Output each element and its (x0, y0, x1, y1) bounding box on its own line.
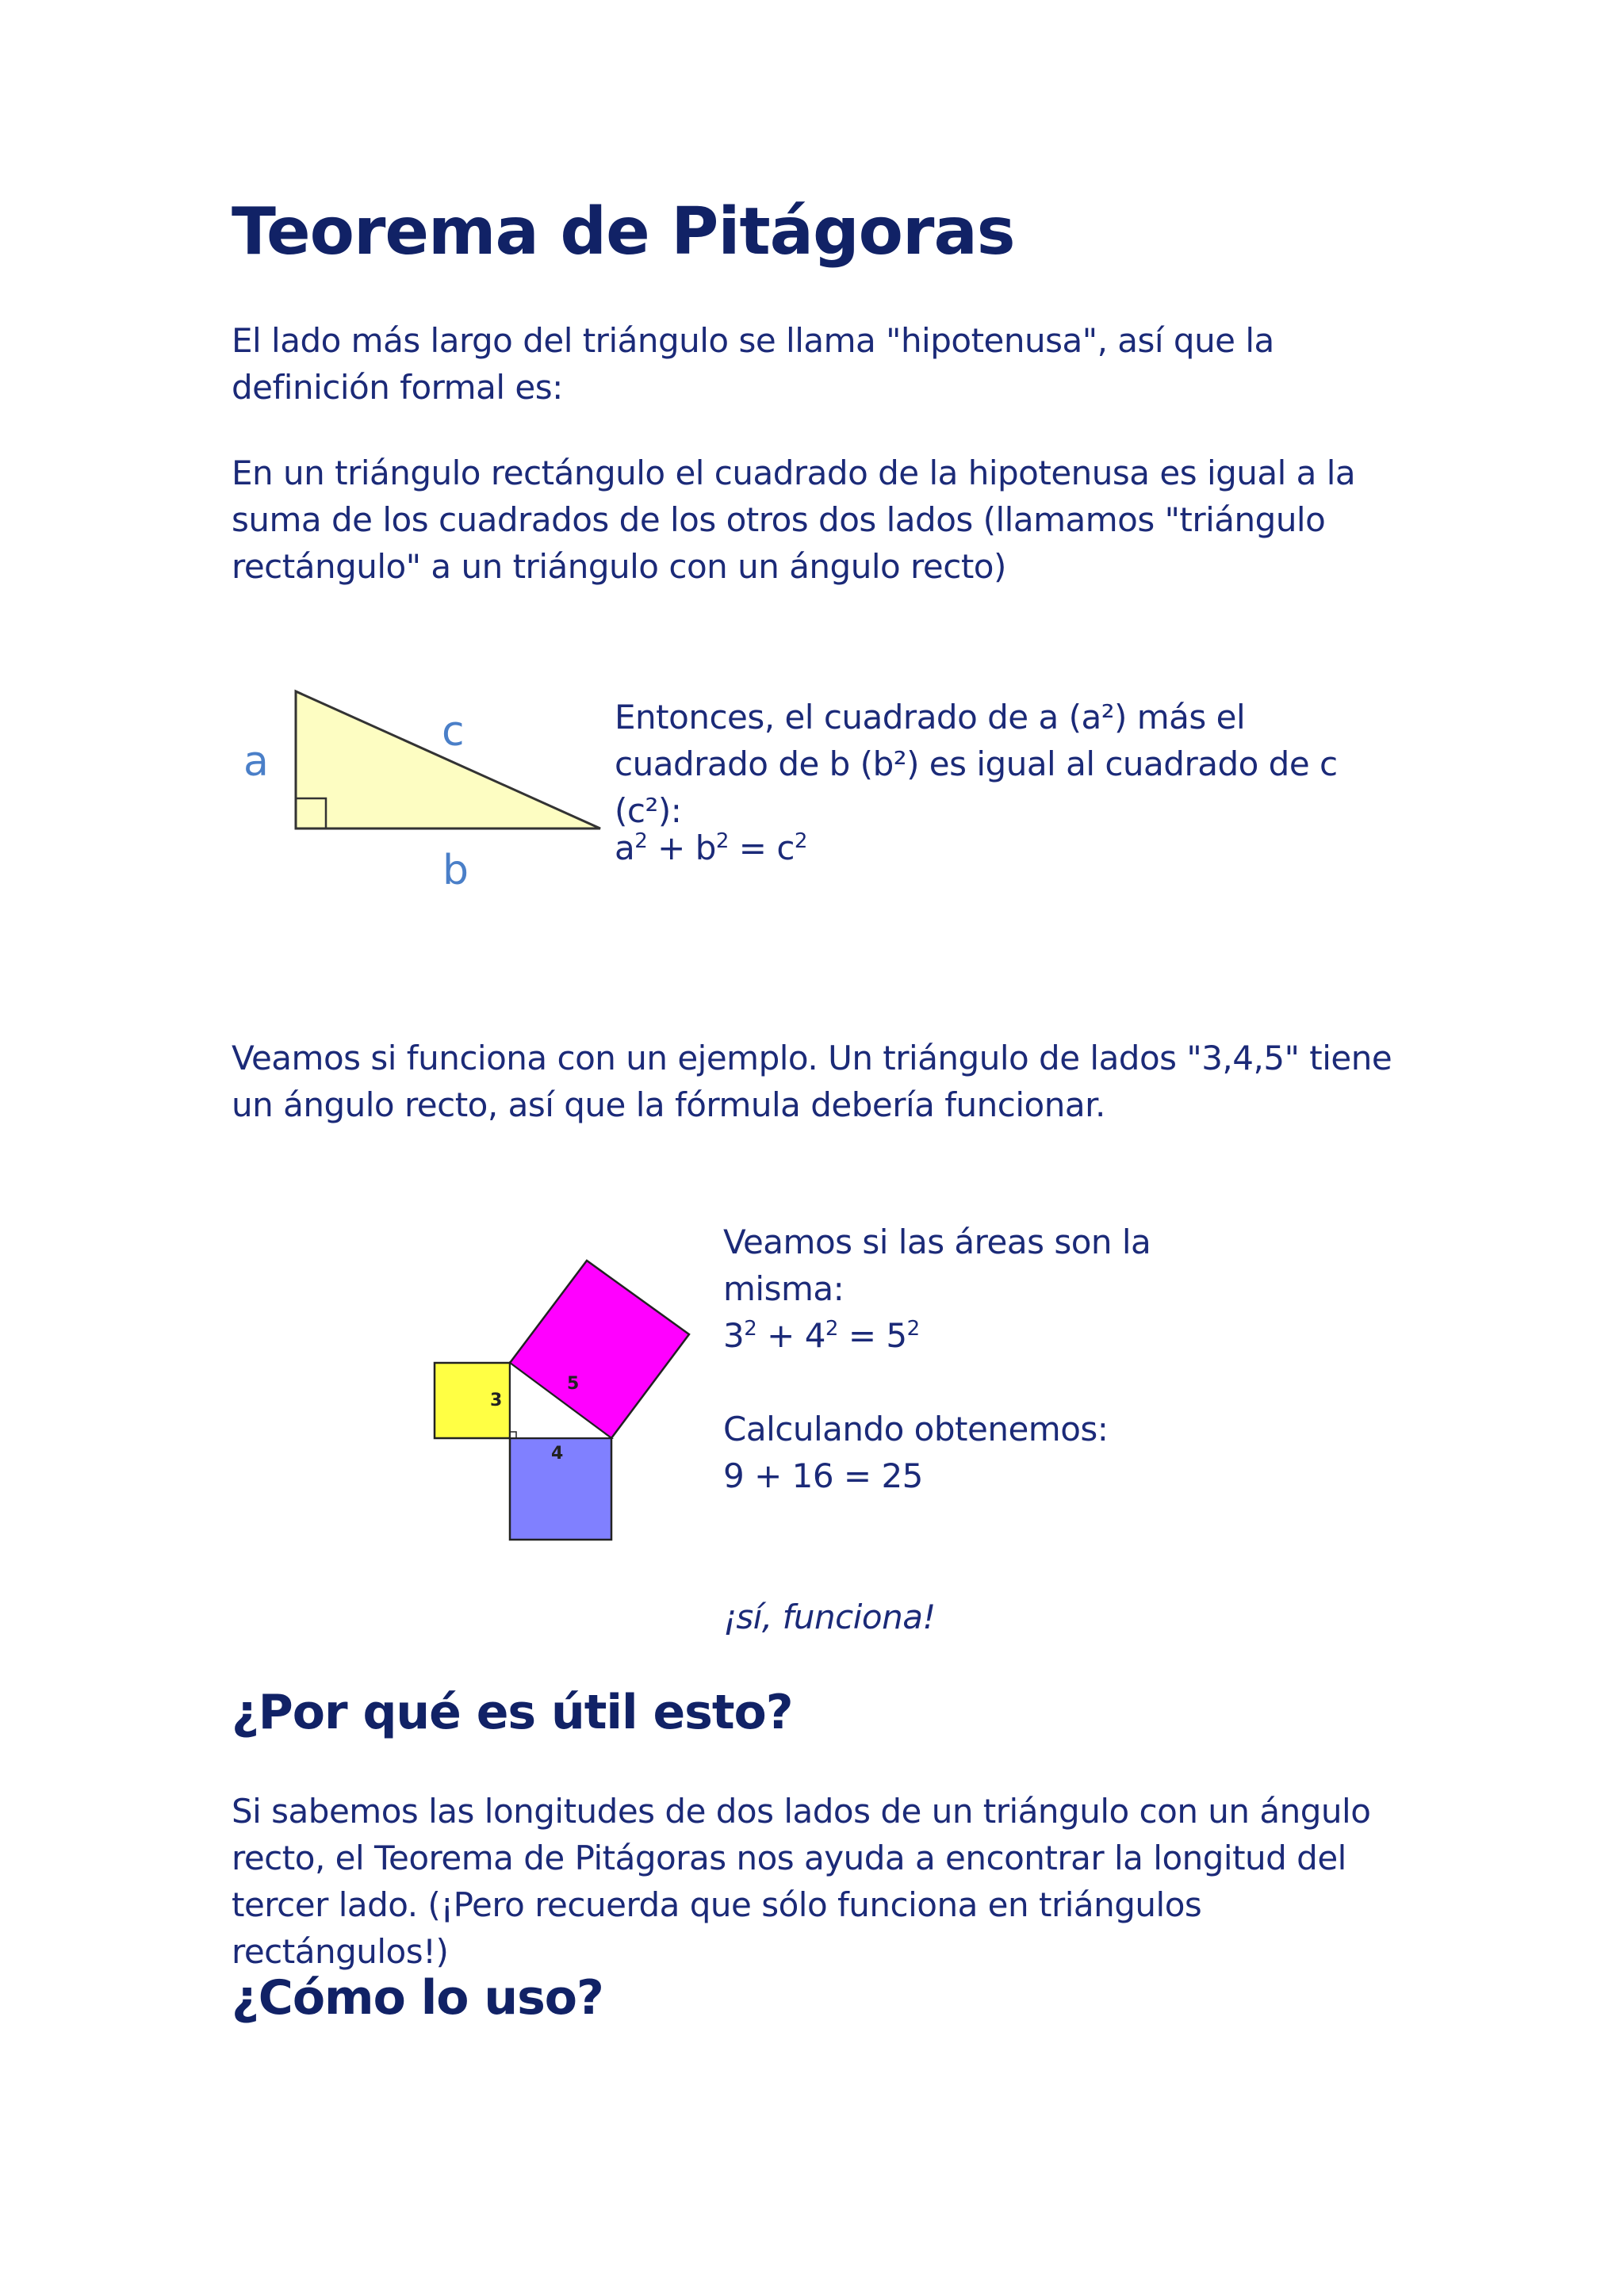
label-5: 5 (567, 1374, 580, 1394)
conclusion-text: ¡sí, funciona! (723, 1598, 936, 1636)
formula-b-exp: 2 (715, 829, 729, 853)
side-a-label: a (243, 738, 269, 786)
formula-c-exp: 2 (794, 829, 807, 853)
eq-4-exp: 2 (825, 1317, 838, 1341)
heading-how-to-use: ¿Cómo lo uso? (232, 1970, 603, 2026)
side-b-label: b (442, 847, 469, 894)
eq-3-exp: 2 (744, 1317, 757, 1341)
eq-5: 5 (886, 1316, 907, 1355)
areas-check-text: Veamos si las áreas son la misma: (723, 1223, 1151, 1308)
pythagoras-formula (615, 825, 807, 871)
formula-a-exp: 2 (634, 829, 648, 853)
calc-result: 9 + 16 = 25 (723, 1456, 923, 1495)
definition-paragraph: En un triángulo rectángulo el cuadrado de la hipotenusa es igual a la suma de los cuadrados de los otros dos lados (llamamos "triángulo rectángulo" a un triángulo con un ángulo recto) (232, 453, 1356, 586)
formula-plus: + (647, 828, 695, 867)
heading-why-useful: ¿Por qué es útil esto? (232, 1685, 793, 1740)
formula-equals: = (728, 828, 777, 867)
formula-b: b (695, 828, 716, 867)
formula-c: c (776, 828, 795, 867)
intro-paragraph: El lado más largo del triángulo se llama "hipotenusa", así que la definición formal es: (232, 321, 1274, 407)
formula-a: a (615, 828, 635, 867)
right-triangle-figure (234, 682, 615, 896)
eq-equals: = (837, 1316, 887, 1355)
formula-explanation: Entonces, el cuadrado de a (a²) más el cuadrado de b (b²) es igual al cuadrado de c (c²): (615, 698, 1338, 830)
side-c-label: c (442, 708, 465, 756)
eq-4: 4 (804, 1316, 825, 1355)
eq-plus: + (756, 1316, 805, 1355)
squares-figure (428, 1253, 698, 1546)
eq-5-exp: 2 (906, 1317, 920, 1341)
label-4: 4 (551, 1444, 564, 1464)
label-3: 3 (490, 1391, 503, 1410)
calc-label: Calculando obtenemos: (723, 1410, 1109, 1448)
why-useful-paragraph: Si sabemos las longitudes de dos lados de un triángulo con un ángulo recto, el Teorema de Pitágoras nos ayuda a encontrar la longitud del tercer lado. (¡Pero recuerda que sólo funciona en triángulos rectángulos!) (232, 1792, 1371, 1971)
example-intro-paragraph: Veamos si funciona con un ejemplo. Un triángulo de lados "3,4,5" tiene un ángulo recto, así que la fórmula debería funcionar. (232, 1039, 1392, 1124)
page-title: Teorema de Pitágoras (232, 194, 1015, 270)
areas-equation (723, 1312, 920, 1359)
eq-3: 3 (723, 1316, 745, 1355)
